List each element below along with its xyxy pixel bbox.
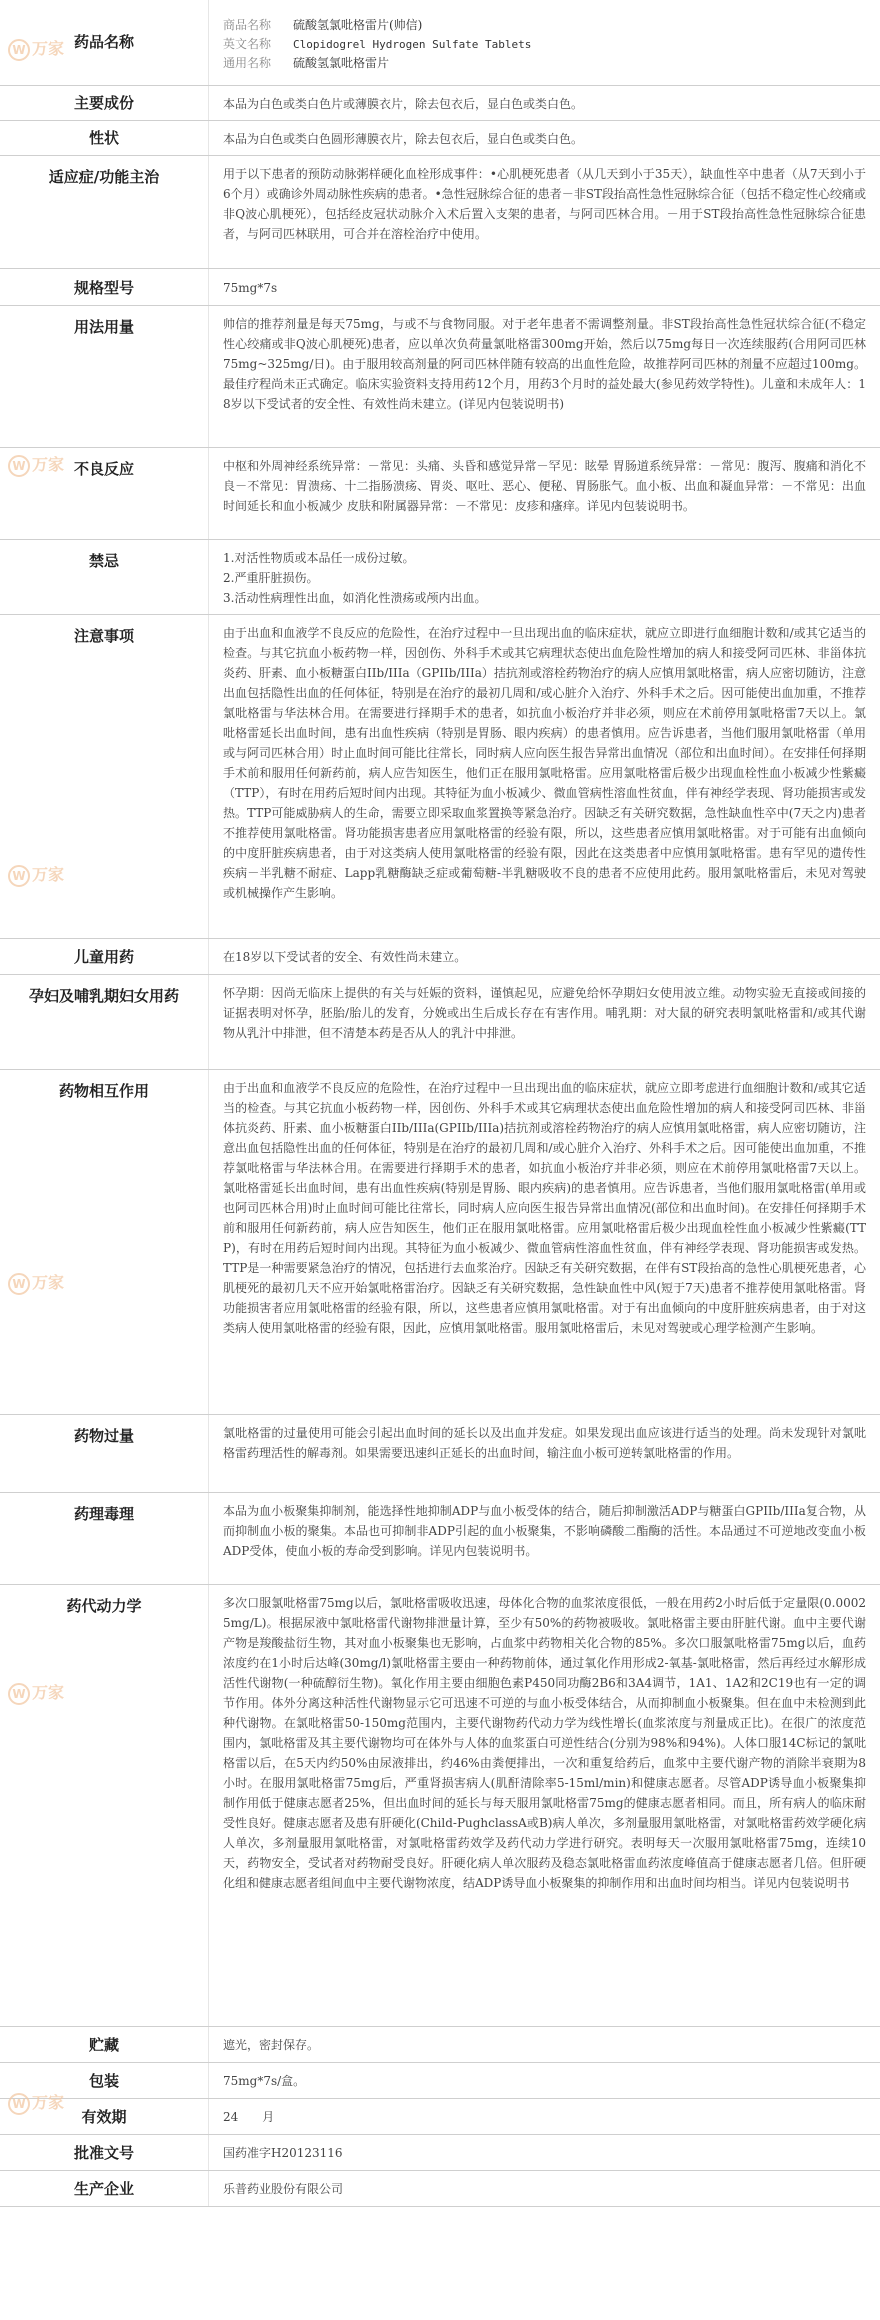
value-approval: 国药准字H20123116 xyxy=(209,2134,880,2170)
english-name-value: Clopidogrel Hydrogen Sulfate Tablets xyxy=(293,38,532,51)
label-manufacturer: 生产企业 xyxy=(0,2170,209,2206)
label-pregnancy: 孕妇及哺乳期妇女用药 xyxy=(0,974,209,1069)
label-pharmacology: 药理毒理 xyxy=(0,1492,209,1584)
label-validity: 有效期 xyxy=(0,2098,209,2134)
label-precautions: 注意事项 xyxy=(0,614,209,938)
row-dosage xyxy=(0,305,880,447)
english-name-key: 英文名称 xyxy=(223,37,272,51)
row-contraindication xyxy=(0,539,880,614)
value-pharmacokinetics: 多次口服氯吡格雷75mg以后，氯吡格雷吸收迅速，母体化合物的血浆浓度很低，一般在用药2小时后低于定量限(0.00025mg/L)。根据尿液中氯吡格雷代谢物排泄量计算，至少有50%的药物被吸收。氯吡格雷主要由肝脏代谢。血中主要代谢产物是羧酸盐衍生物，其对血小板聚集也无影响，占血浆中药物相关化合物的85%。多次口服氯吡格雷75mg以后，血药浓度约在1小时后达峰(30mg/l)氯吡格雷主要由一种药物前体，通过氧化作用形成2-氧基-氯吡格雷，然后再经过水解形成活性代谢物(一种硫醇衍生物)。氧化作用主要由细胞色素P450同功酶2B6和3A4调节，1A1、1A2和2C19也有一定的调节作用。体外分离这种活性代谢物显示它可迅速不可逆的与血小板受体结合，从而抑制血小板聚集。但在血中未检测到此种代谢物。在氯吡格雷50-150mg范围内，主要代谢物药代动力学为线性增长(血浆浓度与剂量成正比)。在很广的浓度范围内，氯吡格雷及其主要代谢物均可在体外与人体的血浆蛋白可逆性结合(分别为98%和94%)。人体口服14C标记的氯吡格雷以后，在5天内约50%由尿液排出，约46%由粪便排出，一次和重复给药后，血浆中主要代谢产物的消除半衰期为8小时。在服用氯吡格雷75mg后，严重肾损害病人(肌酐清除率5-15ml/min)和健康志愿者。尽管ADP诱导血小板聚集抑制作用低于健康志愿者25%，但出血时间的延长与每天服用氯吡格雷75mg的健康志愿者相同。而且，所有病人的临床耐受性良好。健康志愿者及患有肝硬化(Child-PughclassA或B)病人单次，多剂量服用氯吡格雷，对氯吡格雷药效学硬化病人单次，多剂量服用氯吡格雷，对氯吡格雷药效学及药代动力学进行研究。表明每天一次服用氯吡格雷75mg，连续10天，药物安全，受试者对药物耐受良好。肝硬化病人单次服药及稳态氯吡格雷血药浓度峰值高于健康志愿者几倍。但肝硬化组和健康志愿者组间血中主要代谢物浓度，结ADP诱导血小板聚集的抑制作用和出血时间均相当。详见内包装说明书 xyxy=(209,1584,880,2026)
row-interaction xyxy=(0,1069,880,1414)
value-manufacturer: 乐普药业股份有限公司 xyxy=(209,2170,880,2206)
row-appearance xyxy=(0,120,880,155)
value-storage: 遮光，密封保存。 xyxy=(209,2026,880,2062)
row-pregnancy xyxy=(0,974,880,1069)
row-overdose xyxy=(0,1414,880,1492)
row-validity xyxy=(0,2098,880,2134)
label-overdose: 药物过量 xyxy=(0,1414,209,1492)
label-children: 儿童用药 xyxy=(0,938,209,974)
trade-name-value: 硫酸氢氯吡格雷片(帅信) xyxy=(293,18,423,32)
value-ingredient: 本品为白色或类白色片或薄膜衣片，除去包衣后，显白色或类白色。 xyxy=(209,85,880,120)
row-precautions xyxy=(0,614,880,938)
value-indication: 用于以下患者的预防动脉粥样硬化血栓形成事件：•心肌梗死患者（从几天到小于35天），缺血性卒中患者（从7天到小于6个月）或确诊外周动脉性疾病的患者。•急性冠脉综合征的患者－非ST段抬高性急性冠脉综合征（包括不稳定性心绞痛或非Q波心肌梗死），包括经皮冠状动脉介入术后置入支架的患者，与阿司匹林合用。－用于ST段抬高性急性冠脉综合征患者，与阿司匹林联用，可合并在溶栓治疗中使用。 xyxy=(209,155,880,268)
value-adverse: 中枢和外周神经系统异常：－常见：头痛、头昏和感觉异常－罕见：眩晕 胃肠道系统异常：－常见：腹泻、腹痛和消化不良－不常见：胃溃疡、十二指肠溃疡、胃炎、呕吐、恶心、便秘、胃肠胀气。血小板、出血和凝血异常：－不常见：出血时间延长和血小板减少 皮肤和附属器异常：－不常见：皮疹和瘙痒。详见内包装说明书。 xyxy=(209,447,880,539)
label-contraindication: 禁忌 xyxy=(0,539,209,614)
contraindication-item: 2.严重肝脏损伤。 xyxy=(223,570,319,585)
value-spec: 75mg*7s xyxy=(209,268,880,305)
label-package: 包装 xyxy=(0,2062,209,2098)
trade-name-line xyxy=(223,16,866,35)
contraindication-item: 1.对活性物质或本品任一成份过敏。 xyxy=(223,550,415,565)
value-children: 在18岁以下受试者的安全、有效性尚未建立。 xyxy=(209,938,880,974)
row-drug-name xyxy=(0,0,880,85)
value-package: 75mg*7s/盒。 xyxy=(209,2062,880,2098)
value-pharmacology: 本品为血小板聚集抑制剂，能选择性地抑制ADP与血小板受体的结合，随后抑制激活ADP与糖蛋白GPIIb/IIIa复合物，从而抑制血小板的聚集。本品也可抑制非ADP引起的血小板聚集，不影响磷酸二酯酶的活性。本品通过不可逆地改变血小板ADP受体，使血小板的寿命受到影响。详见内包装说明书。 xyxy=(209,1492,880,1584)
value-interaction: 由于出血和血液学不良反应的危险性，在治疗过程中一旦出现出血的临床症状，就应立即考虑进行血细胞计数和/或其它适当的检查。与其它抗血小板药物一样，因创伤、外科手术或其它病理状态使出血危险性增加的病人和接受阿司匹林、非甾体抗炎药、肝素、血小板糖蛋白IIb/IIIa(GPIIb/IIIa)拮抗剂或溶栓药物治疗的病人应慎用氯吡格雷，病人应密切随访，注意出血包括隐性出血的任何体征，特别是在治疗的最初几周和/或心脏介入治疗、外科手术之后。因可能使出血加重，不推荐氯吡格雷与华法林合用。在需要进行择期手术的患者，如抗血小板治疗并非必须，则应在术前停用氯吡格雷7天以上。氯吡格雷延长出血时间，患有出血性疾病(特别是胃肠、眼内疾病)的患者慎用。应告诉患者，当他们服用氯吡格雷(单用或也阿司匹林合用)时止血时间可能比往常长，同时病人应向医生报告异常出血情况(部位和出血时间)。在安排任何择期手术前和服用任何新药前，病人应告知医生，他们正在服用氯吡格雷。应用氯吡格雷后极少出现血栓性血小板减少性紫癜(TTP)，有时在用药后短时间内出现。其特征为血小板减少、微血管病性溶血性贫血，伴有神经学表现、肾功能损害或发热。TTP是一种需要紧急治疗的情况，包括进行去血浆治疗。因缺乏有关研究数据，在伴有ST段抬高的急性心肌梗死患者，心肌梗死的最初几天不应开始氯吡格雷治疗。因缺乏有关研究数据，急性缺血性中风(短于7天)患者不推荐使用氯吡格雷。肾功能损害者应用氯吡格雷的经验有限，所以，这些患者应慎用氯吡格雷。对于有出血倾向的中度肝脏疾病患者，由于对这类病人使用氯吡格雷的经验有限，因此，应慎用氯吡格雷。服用氯吡格雷后，未见对驾驶或心理学检测产生影响。 xyxy=(209,1069,880,1414)
watermark-logo: W 万家 xyxy=(8,452,68,476)
watermark-logo: W 万家 xyxy=(8,36,68,60)
label-pharmacokinetics: 药代动力学 xyxy=(0,1584,209,2026)
contraindication-item: 3.活动性病理性出血，如消化性溃疡或颅内出血。 xyxy=(223,590,487,605)
label-spec: 规格型号 xyxy=(0,268,209,305)
row-package xyxy=(0,2062,880,2098)
watermark-logo: W 万家 xyxy=(8,862,68,886)
label-dosage: 用法用量 xyxy=(0,305,209,447)
row-pharmacology xyxy=(0,1492,880,1584)
watermark-logo: W 万家 xyxy=(8,2090,68,2114)
row-manufacturer xyxy=(0,2170,880,2206)
row-indication xyxy=(0,155,880,268)
label-indication: 适应症/功能主治 xyxy=(0,155,209,268)
watermark-logo: W 万家 xyxy=(8,1680,68,1704)
row-spec xyxy=(0,268,880,305)
row-pharmacokinetics xyxy=(0,1584,880,2026)
label-appearance: 性状 xyxy=(0,120,209,155)
row-ingredient xyxy=(0,85,880,120)
value-appearance: 本品为白色或类白色圆形薄膜衣片，除去包衣后，显白色或类白色。 xyxy=(209,120,880,155)
label-adverse: 不良反应 xyxy=(0,447,209,539)
generic-name-value: 硫酸氢氯吡格雷片 xyxy=(293,56,390,70)
value-contraindication xyxy=(209,539,880,614)
value-validity: 24 月 xyxy=(209,2098,880,2134)
label-storage: 贮藏 xyxy=(0,2026,209,2062)
label-drug-name: 药品名称 xyxy=(0,0,209,85)
value-dosage: 帅信的推荐剂量是每天75mg，与或不与食物同服。对于老年患者不需调整剂量。非ST段抬高性急性冠状综合征(不稳定性心绞痛或非Q波心肌梗死)患者，应以单次负荷量氯吡格雷300mg开始，然后以75mg每日一次连续服药(合用阿司匹林75mg~325mg/日)。由于服用较高剂量的阿司匹林伴随有较高的出血性危险，故推荐阿司匹林的剂量不应超过100mg。最佳疗程尚未正式确定。临床实验资料支持用药12个月，用药3个月时的益处最大(参见药效学特性)。儿童和未成年人：18岁以下受试者的安全性、有效性尚未建立。(详见内包装说明书) xyxy=(209,305,880,447)
label-approval: 批准文号 xyxy=(0,2134,209,2170)
value-pregnancy: 怀孕期：因尚无临床上提供的有关与妊娠的资料，谨慎起见，应避免给怀孕期妇女使用波立维。动物实验无直接或间接的证据表明对怀孕，胚胎/胎儿的发育，分娩或出生后成长存在有害作用。哺乳期：对大鼠的研究表明氯吡格雷和/或其代谢物从乳汁中排泄，但不清楚本药是否从人的乳汁中排泄。 xyxy=(209,974,880,1069)
value-drug-name xyxy=(209,0,880,85)
value-precautions: 由于出血和血液学不良反应的危险性，在治疗过程中一旦出现出血的临床症状，就应立即进行血细胞计数和/或其它适当的检查。与其它抗血小板药物一样，因创伤、外科手术或其它病理状态使出血危险性增加的病人和接受阿司匹林、非甾体抗炎药、肝素、血小板糖蛋白IIb/IIIa（GPIIb/IIIa）拮抗剂或溶栓药物治疗的病人应慎用氯吡格雷，病人应密切随访，注意出血包括隐性出血的任何体征，特别是在治疗的最初几周和/或心脏介入治疗、外科手术之后。因可能使出血加重，不推荐氯吡格雷与华法林合用。在需要进行择期手术的患者，如抗血小板治疗并非必须，则应在术前停用氯吡格雷7天以上。氯吡格雷延长出血时间，患有出血性疾病（特别是胃肠、眼内疾病）的患者慎用。应告诉患者，当他们服用氯吡格雷（单用或与阿司匹林合用）时止血时间可能比往常长，同时病人应向医生报告异常出血情况（部位和出血时间）。在安排任何择期手术前和服用任何新药前，病人应告知医生，他们正在服用氯吡格雷。应用氯吡格雷后极少出现血栓性血小板减少性紫癜（TTP），有时在用药后短时间内出现。其特征为血小板减少、微血管病性溶血性贫血，伴有神经学表现、肾功能损害或发热。TTP可能威胁病人的生命，需要立即采取血浆置换等紧急治疗。因缺乏有关研究数据，急性缺血性卒中(7天之内)患者不推荐使用氯吡格雷。肾功能损害患者应用氯吡格雷的经验有限，所以，这些患者应慎用氯吡格雷。对于可能有出血倾向的中度肝脏疾病患者，由于对这类病人使用氯吡格雷的经验有限，因此在这类患者中应慎用氯吡格雷。患有罕见的遗传性疾病－半乳糖不耐症、Lapp乳糖酶缺乏症或葡萄糖-半乳糖吸收不良的患者不应使用此药。服用氯吡格雷后，未见对驾驶或机械操作产生影响。 xyxy=(209,614,880,938)
label-ingredient: 主要成份 xyxy=(0,85,209,120)
watermark-logo: W 万家 xyxy=(8,1270,68,1294)
generic-name-key: 通用名称 xyxy=(223,56,272,70)
generic-name-line xyxy=(223,54,866,73)
label-interaction: 药物相互作用 xyxy=(0,1069,209,1414)
english-name-line xyxy=(223,35,866,54)
row-children xyxy=(0,938,880,974)
row-approval xyxy=(0,2134,880,2170)
trade-name-key: 商品名称 xyxy=(223,18,272,32)
row-adverse xyxy=(0,447,880,539)
row-storage xyxy=(0,2026,880,2062)
value-overdose: 氯吡格雷的过量使用可能会引起出血时间的延长以及出血并发症。如果发现出血应该进行适当的处理。尚未发现针对氯吡格雷药理活性的解毒剂。如果需要迅速纠正延长的出血时间，输注血小板可逆转氯吡格雷的作用。 xyxy=(209,1414,880,1492)
